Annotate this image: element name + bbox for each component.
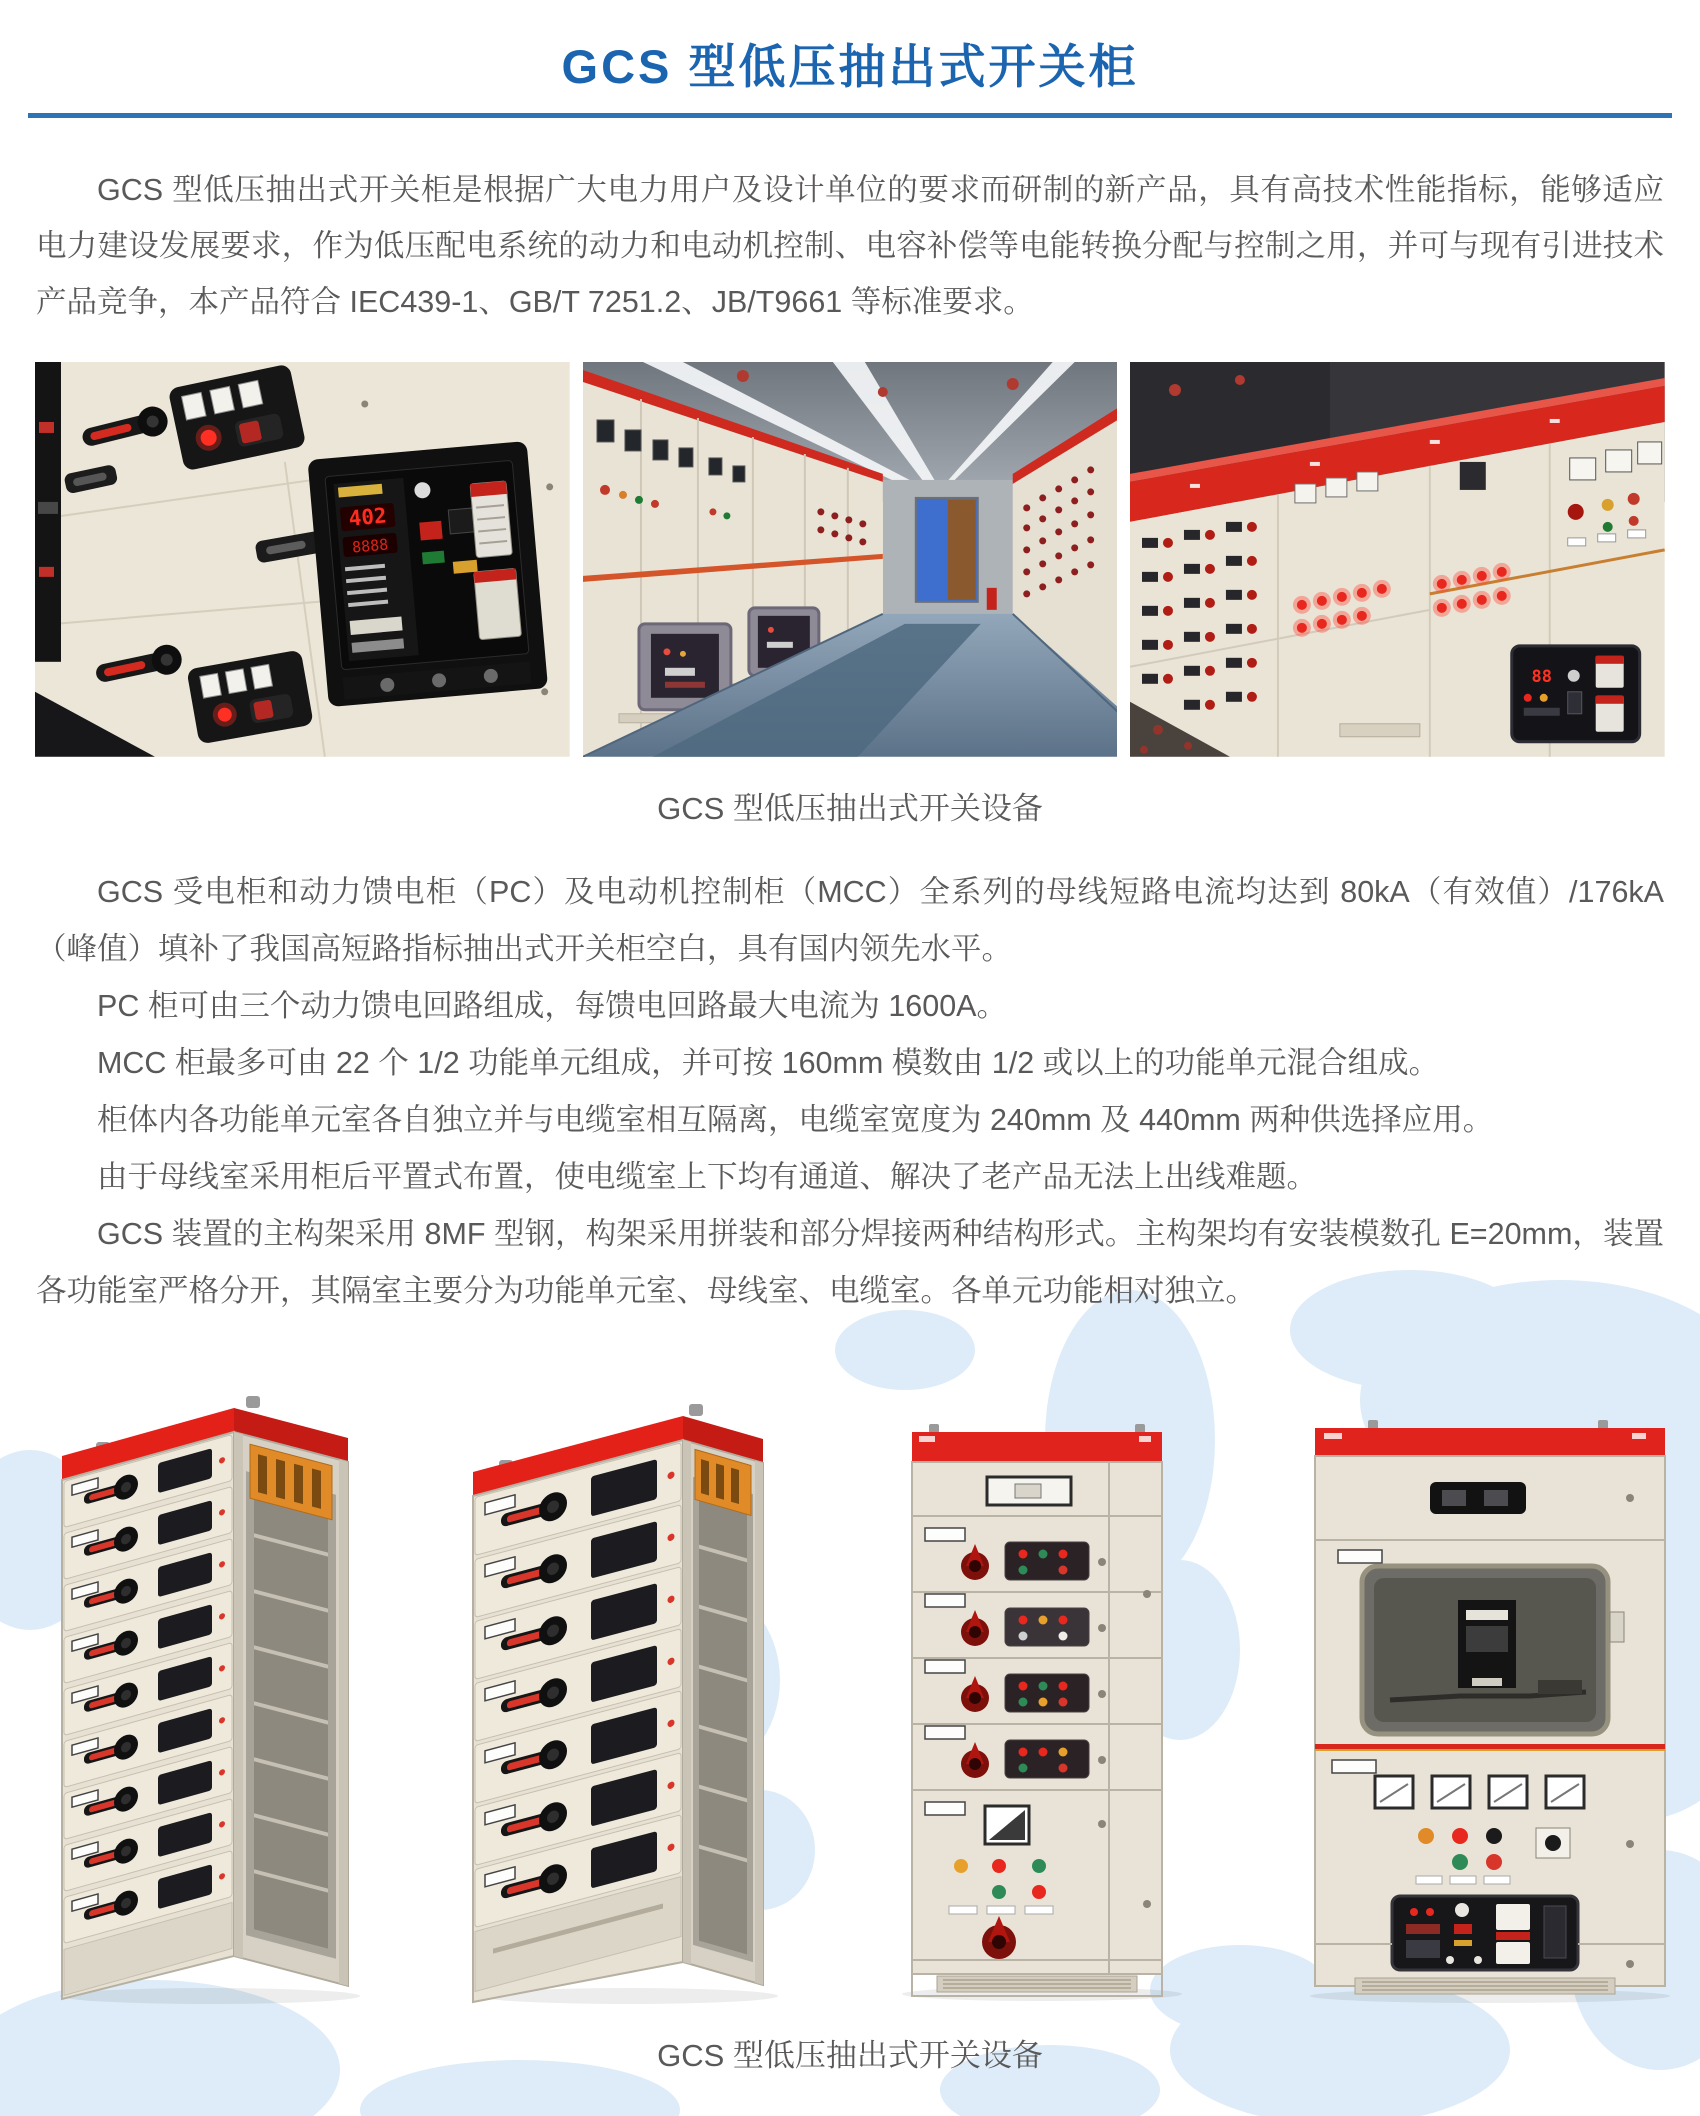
svg-text:402: 402 xyxy=(347,503,388,531)
control-window xyxy=(307,441,548,707)
photo-switchgear-row xyxy=(1130,362,1665,757)
photo-cabinet-angled-1 xyxy=(10,1344,420,2004)
photo-cabinet-front-mcc xyxy=(857,1344,1267,2004)
panel-closeup-illustration xyxy=(35,362,570,757)
open-frame-side xyxy=(683,1440,763,1985)
open-frame-side xyxy=(234,1432,348,1986)
page-header xyxy=(0,0,1700,118)
photo-caption-bottom: GCS 型低压抽出式开关设备 xyxy=(657,2037,1043,2073)
cabinet-front-illustration-2 xyxy=(1280,1344,1690,2004)
cabinet-angled-illustration-1 xyxy=(10,1344,420,2004)
spec-paragraph: MCC 柜最多可由 22 个 1/2 功能单元组成，并可按 160mm 模数由 1/2 或以上的功能单元混合组成。 xyxy=(97,1045,1440,1080)
spec-paragraph: GCS 装置的主构架采用 8MF 型钢，构架采用拼装和部分焊接两种结构形式。主构架均有安装模数孔 E=20mm，装置各功能室严格分开，其隔室主要分为功能单元室、母线室、电缆室。各单元功能相对独立。 xyxy=(36,1216,1664,1308)
aisle-illustration xyxy=(583,362,1118,757)
viewing-window xyxy=(1362,1566,1624,1734)
spec-paragraph: GCS 受电柜和动力馈电柜（PC）及电动机控制柜（MCC）全系列的母线短路电流均达到 80kA（有效值）/176kA（峰值）填补了我国高短路指标抽出式开关柜空白，具有国内领先水平。 xyxy=(36,874,1664,966)
cabinet-angled-illustration-2 xyxy=(433,1344,843,2004)
photo-caption-top: GCS 型低压抽出式开关设备 xyxy=(657,790,1043,826)
photo-cabinet-front-meter xyxy=(1280,1344,1690,2004)
photo-row-installations xyxy=(35,362,1665,757)
control-panel xyxy=(1512,646,1640,742)
intro-paragraph: GCS 型低压抽出式开关柜是根据广大电力用户及设计单位的要求而研制的新产品，具有高技术性能指标，能够适应电力建设发展要求，作为低压配电系统的动力和电动机控制、电容补偿等电能转换分配与控制之用，并可与现有引进技术产品竞争，本产品符合 IEC439-1、GB/T 7251.2、JB/T9661 等标准要求。 xyxy=(36,173,1664,319)
svg-text:8888: 8888 xyxy=(351,535,389,557)
control-panel xyxy=(1392,1896,1578,1970)
page-title: GCS 型低压抽出式开关柜 xyxy=(561,40,1139,93)
cabinet-front-illustration-1 xyxy=(857,1344,1267,2004)
svg-text:88: 88 xyxy=(1531,666,1553,687)
spec-paragraph: 由于母线室采用柜后平置式布置，使电缆室上下均有通道、解决了老产品无法上出线难题。 xyxy=(97,1159,1317,1194)
photo-cabinet-angled-2 xyxy=(433,1344,843,2004)
photo-switchgear-aisle xyxy=(583,362,1118,757)
spec-paragraphs xyxy=(36,864,1664,1320)
spec-paragraph: PC 柜可由三个动力馈电回路组成，每馈电回路最大电流为 1600A。 xyxy=(97,988,1008,1023)
title-divider xyxy=(28,113,1672,118)
spec-paragraph: 柜体内各功能单元室各自独立并与电缆室相互隔离，电缆室宽度为 240mm 及 440mm 两种供选择应用。 xyxy=(97,1102,1494,1137)
photo-row-cabinets xyxy=(10,1344,1690,2004)
switchgear-row-illustration xyxy=(1130,362,1665,757)
photo-panel-closeup xyxy=(35,362,570,757)
